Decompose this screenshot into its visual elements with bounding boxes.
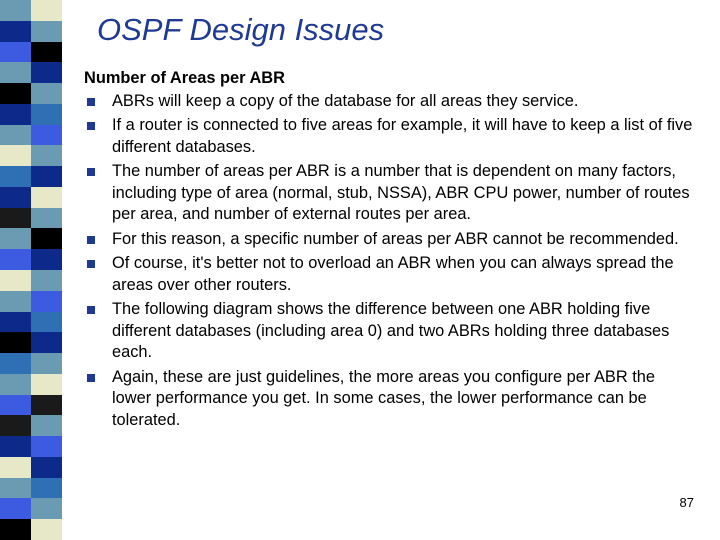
stripe-block [31, 353, 62, 374]
bullet-text: The following diagram shows the difference between one ABR holding five different databases (including area 0) and two ABRs holding three databases each. [112, 300, 670, 361]
stripe-block [0, 228, 31, 249]
stripe-block [31, 187, 62, 208]
bullet-item [84, 229, 694, 251]
square-bullet-icon [87, 98, 95, 106]
slide-title: OSPF Design Issues [97, 12, 385, 47]
stripe-block [0, 249, 31, 270]
bullet-text: The number of areas per ABR is a number that is dependent on many factors, including type of area (normal, stub, NSSA), ABR CPU power, number of routes per area, and number of external routes per area. [112, 162, 690, 223]
stripe-block [0, 498, 31, 519]
stripe-block [31, 270, 62, 291]
square-bullet-icon [87, 122, 95, 130]
stripe-block [31, 332, 62, 353]
stripe-block [31, 457, 62, 478]
stripe-block [0, 166, 31, 187]
stripe-block [31, 208, 62, 229]
stripe-block [0, 21, 31, 42]
bullet-text: If a router is connected to five areas for example, it will have to keep a list of five different databases. [112, 116, 693, 156]
section-heading: Number of Areas per ABR [84, 69, 285, 87]
stripe-column-right [31, 0, 62, 540]
slide-body [84, 68, 694, 434]
stripe-block [31, 519, 62, 540]
stripe-block [31, 228, 62, 249]
bullet-text: Of course, it's better not to overload an ABR when you can always spread the areas over other routers. [112, 254, 674, 294]
bullet-text: Again, these are just guidelines, the more areas you configure per ABR the lower performance you get. In some cases, the lower performance can be tolerated. [112, 367, 656, 429]
bullet-text: ABRs will keep a copy of the database for all areas they service. [112, 91, 579, 110]
stripe-block [0, 187, 31, 208]
stripe-block [31, 415, 62, 436]
stripe-block [31, 125, 62, 146]
stripe-block [31, 312, 62, 333]
stripe-block [31, 83, 62, 104]
stripe-block [31, 374, 62, 395]
stripe-block [31, 291, 62, 312]
stripe-block [0, 291, 31, 312]
bullet-item [84, 367, 694, 432]
stripe-block [0, 395, 31, 416]
stripe-block [0, 436, 31, 457]
stripe-block [31, 436, 62, 457]
stripe-block [31, 21, 62, 42]
stripe-block [0, 353, 31, 374]
page-number: 87 [679, 495, 694, 510]
stripe-block [0, 478, 31, 499]
stripe-block [31, 62, 62, 83]
stripe-block [0, 208, 31, 229]
square-bullet-icon [87, 236, 95, 244]
stripe-block [31, 104, 62, 125]
bullet-item [84, 299, 694, 364]
stripe-block [0, 125, 31, 146]
stripe-block [31, 0, 62, 21]
stripe-block [0, 42, 31, 63]
bullet-text: For this reason, a specific number of areas per ABR cannot be recommended. [112, 229, 679, 248]
stripe-block [31, 42, 62, 63]
stripe-block [0, 312, 31, 333]
stripe-block [31, 166, 62, 187]
stripe-block [0, 104, 31, 125]
stripe-block [0, 62, 31, 83]
stripe-block [0, 0, 31, 21]
stripe-block [0, 145, 31, 166]
stripe-block [0, 415, 31, 436]
stripe-block [0, 270, 31, 291]
square-bullet-icon [87, 374, 95, 382]
bullet-item [84, 253, 694, 296]
stripe-block [0, 519, 31, 540]
stripe-block [0, 83, 31, 104]
bullet-item [84, 161, 694, 226]
square-bullet-icon [87, 168, 95, 176]
bullet-item [84, 91, 694, 113]
decorative-stripe [0, 0, 62, 540]
square-bullet-icon [87, 260, 95, 268]
square-bullet-icon [87, 306, 95, 314]
bullet-item [84, 115, 694, 158]
stripe-block [0, 332, 31, 353]
stripe-block [31, 395, 62, 416]
stripe-block [0, 457, 31, 478]
stripe-block [0, 374, 31, 395]
stripe-block [31, 478, 62, 499]
stripe-column-left [0, 0, 31, 540]
stripe-block [31, 145, 62, 166]
stripe-block [31, 498, 62, 519]
stripe-block [31, 249, 62, 270]
